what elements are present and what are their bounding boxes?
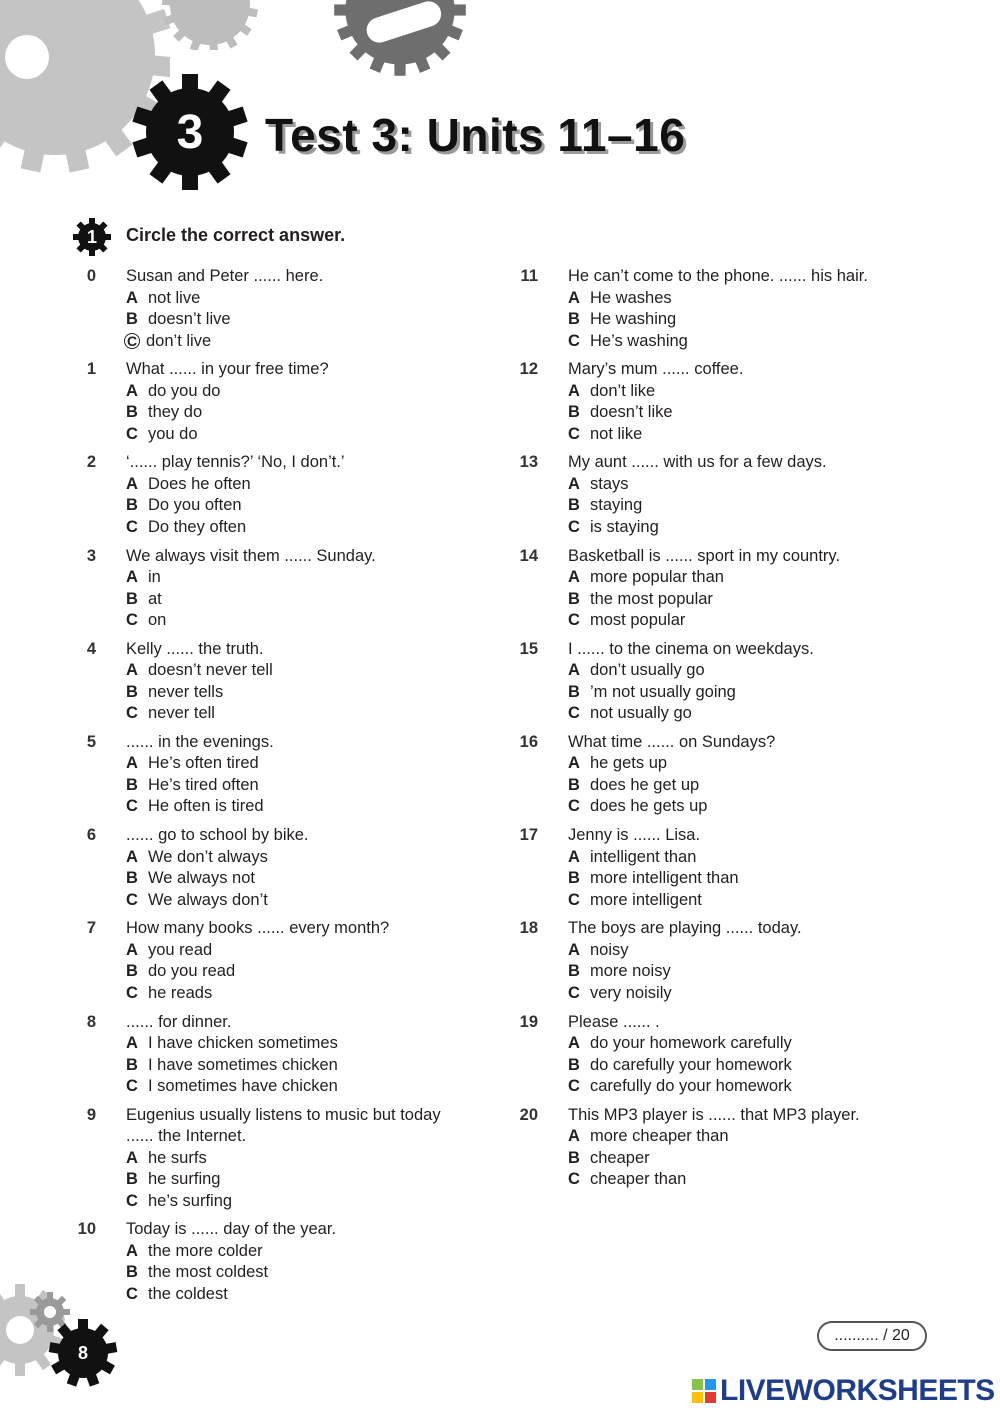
answer-option-b[interactable] (126, 589, 490, 611)
question-text: ...... go to school by bike. (126, 826, 309, 845)
option-letter: C (568, 1170, 580, 1189)
question-number: 16 (519, 732, 538, 751)
unit-number: 3 (176, 105, 204, 159)
page-title: Test 3: Units 11–16 (265, 109, 686, 161)
question-text: Today is ...... day of the year. (126, 1220, 337, 1239)
question-text: ...... for dinner. (126, 1012, 232, 1031)
option-letter: C (568, 611, 580, 630)
question-number: 15 (519, 639, 538, 658)
question-item (512, 266, 932, 352)
option-text: staying (590, 496, 643, 515)
answer-option-c[interactable] (568, 610, 932, 632)
answer-option-c[interactable] (126, 983, 490, 1005)
option-letter: B (568, 310, 580, 328)
answer-option-c[interactable] (126, 1076, 490, 1098)
option-letter: C (126, 611, 138, 630)
question-number: 4 (86, 639, 96, 658)
answer-option-b[interactable] (568, 402, 932, 424)
answer-option-c[interactable] (126, 703, 490, 725)
answer-option-c[interactable] (126, 1191, 490, 1213)
option-text: is staying (590, 517, 659, 536)
answer-option-b[interactable] (568, 961, 932, 983)
option-text: more popular than (590, 568, 724, 587)
option-letter: A (568, 1127, 580, 1146)
option-letter: C (568, 797, 580, 816)
answer-option-b[interactable] (126, 961, 490, 983)
option-text: you do (148, 424, 198, 443)
option-text: does he get up (590, 775, 700, 794)
option-text: on (148, 611, 167, 630)
option-text: He’s often tired (148, 754, 259, 773)
question-item (512, 825, 932, 911)
question-number: 11 (520, 267, 538, 285)
answer-option-a[interactable] (568, 753, 932, 775)
question-item (70, 918, 490, 1004)
question-number: 0 (86, 267, 96, 285)
answer-option-c[interactable] (126, 517, 490, 539)
answer-option-c[interactable] (568, 796, 932, 818)
option-letter: B (568, 775, 580, 794)
option-letter: A (568, 940, 580, 959)
option-text: he gets up (590, 754, 668, 773)
question-text: This MP3 player is ...... that MP3 player. (568, 1105, 860, 1124)
option-text: He washing (590, 310, 677, 328)
option-letter: A (568, 568, 580, 587)
option-text: not like (590, 424, 643, 443)
answer-option-c[interactable] (126, 796, 490, 818)
option-text: you read (148, 940, 213, 959)
answer-option-b[interactable] (568, 682, 932, 704)
answer-option-a[interactable] (568, 940, 932, 962)
option-text: doesn’t like (590, 403, 673, 422)
option-letter: A (568, 1034, 580, 1052)
option-text: ’m not usually going (590, 682, 736, 701)
option-letter: B (126, 1170, 138, 1189)
question-text: What time ...... on Sundays? (568, 732, 776, 751)
option-letter: A (126, 847, 138, 866)
question-item (512, 639, 932, 725)
question-number: 18 (519, 919, 538, 938)
question-item (70, 1105, 490, 1213)
answer-option-a[interactable] (568, 1033, 932, 1055)
option-letter: B (126, 496, 138, 515)
option-letter: C (126, 1077, 138, 1095)
question-text: Jenny is ...... Lisa. (568, 826, 701, 845)
option-letter: C (568, 331, 580, 350)
answer-option-a[interactable] (568, 474, 932, 496)
liveworksheets-logo-icon (692, 1379, 716, 1403)
option-letter: C (126, 424, 138, 443)
answer-option-b[interactable] (126, 775, 490, 797)
option-text: stays (590, 474, 629, 493)
question-item (70, 452, 490, 538)
question-text-continued: ...... the Internet. (126, 1127, 247, 1146)
option-text: intelligent than (590, 847, 697, 866)
section-number: 1 (86, 226, 97, 247)
option-letter: A (126, 288, 138, 307)
answer-option-b[interactable] (568, 309, 932, 331)
option-letter: C (568, 1077, 580, 1095)
option-text: he surfs (148, 1148, 207, 1167)
question-item (70, 825, 490, 911)
brand-text: LIVEWORKSHEETS (720, 1374, 995, 1407)
option-text: never tells (148, 682, 224, 701)
option-text: more cheaper than (590, 1127, 729, 1146)
question-number: 5 (86, 732, 96, 751)
option-text: Does he often (148, 474, 251, 493)
answer-option-c[interactable] (568, 983, 932, 1005)
option-letter: B (568, 1148, 580, 1167)
option-letter: A (126, 568, 138, 587)
option-letter: A (568, 754, 580, 773)
question-number: 12 (519, 360, 538, 379)
question-number: 3 (86, 546, 96, 565)
option-text: he’s surfing (148, 1191, 233, 1210)
answer-option-c[interactable] (568, 517, 932, 539)
question-item (512, 918, 932, 1004)
option-letter: B (568, 869, 580, 888)
option-letter: C (126, 1191, 138, 1210)
question-number: 17 (519, 826, 538, 845)
answer-option-c[interactable] (126, 610, 490, 632)
option-text: most popular (590, 611, 686, 630)
answer-option-b[interactable] (126, 868, 490, 890)
option-text: noisy (590, 940, 629, 959)
option-text: I have sometimes chicken (148, 1055, 338, 1074)
option-text: He’s washing (590, 331, 688, 350)
option-letter: B (126, 962, 138, 981)
answer-option-a[interactable] (568, 1126, 932, 1148)
circled-option-letter: C (124, 333, 140, 349)
question-item (70, 1012, 490, 1098)
answer-option-b[interactable] (126, 1169, 490, 1191)
option-letter: C (126, 704, 138, 723)
question-text: I ...... to the cinema on weekdays. (568, 639, 814, 658)
question-item (512, 1012, 932, 1098)
answer-option-c[interactable] (568, 1076, 932, 1098)
option-text: carefully do your homework (590, 1077, 792, 1095)
option-letter: C (126, 1284, 138, 1303)
background-gear-icon (110, 0, 310, 50)
option-letter: A (126, 474, 138, 493)
answer-option-b[interactable] (126, 309, 490, 331)
option-text: never tell (148, 704, 215, 723)
option-letter: B (568, 589, 580, 608)
option-text: don’t live (146, 331, 212, 350)
option-letter: A (126, 1148, 138, 1167)
answer-option-b[interactable] (568, 1055, 932, 1077)
option-letter: A (126, 381, 138, 400)
question-item (70, 266, 490, 352)
answer-option-c[interactable] (568, 1169, 932, 1191)
question-number: 14 (519, 546, 538, 565)
option-letter: C (126, 983, 138, 1002)
answer-option-c[interactable] (568, 890, 932, 912)
question-text: The boys are playing ...... today. (568, 919, 802, 938)
question-text: He can’t come to the phone. ...... his hair. (568, 267, 868, 285)
option-text: do carefully your homework (590, 1055, 792, 1074)
option-text: doesn’t never tell (148, 661, 273, 680)
option-text: the coldest (148, 1284, 228, 1303)
option-letter: B (126, 869, 138, 888)
option-text: I have chicken sometimes (148, 1034, 338, 1052)
answer-option-b[interactable] (568, 495, 932, 517)
option-letter: B (568, 1055, 580, 1074)
option-letter: C (568, 704, 580, 723)
question-text: Mary’s mum ...... coffee. (568, 360, 744, 379)
question-item (512, 732, 932, 818)
answer-option-b[interactable] (568, 775, 932, 797)
option-letter: A (568, 474, 580, 493)
option-text: Do you often (148, 496, 242, 515)
option-text: do you read (148, 962, 236, 981)
brand-logo (692, 1373, 995, 1409)
question-text: Please ...... . (568, 1012, 660, 1031)
question-number: 20 (519, 1105, 538, 1124)
option-text: not usually go (590, 704, 692, 723)
option-letter: B (126, 310, 138, 328)
question-text: ‘...... play tennis?’ ‘No, I don’t.’ (126, 453, 345, 472)
option-letter: B (568, 962, 580, 981)
option-letter: B (126, 403, 138, 422)
question-item (70, 359, 490, 445)
option-text: Do they often (148, 517, 247, 536)
option-text: He’s tired often (148, 775, 259, 794)
answer-option-b[interactable] (126, 682, 490, 704)
option-letter: C (568, 424, 580, 443)
answer-option-c[interactable] (126, 424, 490, 446)
option-letter: B (126, 1055, 138, 1074)
answer-option-c[interactable] (568, 703, 932, 725)
option-text: We don’t always (148, 847, 268, 866)
option-text: I sometimes have chicken (148, 1077, 338, 1095)
question-number: 1 (86, 360, 96, 379)
option-text: He washes (590, 288, 672, 307)
answer-option-a[interactable] (568, 660, 932, 682)
answer-option-a[interactable] (126, 1033, 490, 1055)
option-text: cheaper than (590, 1170, 687, 1189)
question-number: 2 (86, 453, 96, 472)
option-letter: A (126, 1034, 138, 1052)
option-letter: C (568, 890, 580, 909)
question-item (512, 452, 932, 538)
answer-option-a[interactable] (126, 1241, 490, 1263)
question-number: 7 (86, 919, 96, 938)
option-text: he reads (148, 983, 213, 1002)
option-text: does he gets up (590, 797, 708, 816)
option-letter: A (126, 754, 138, 773)
answer-option-b[interactable] (126, 402, 490, 424)
question-text: My aunt ...... with us for a few days. (568, 453, 827, 472)
answer-option-a[interactable] (126, 288, 490, 310)
answer-option-a[interactable] (568, 847, 932, 869)
answer-option-a[interactable] (568, 381, 932, 403)
option-text: don’t usually go (590, 661, 705, 680)
answer-option-a[interactable] (126, 940, 490, 962)
option-text: the most popular (590, 589, 713, 608)
answer-option-a[interactable] (126, 567, 490, 589)
option-letter: A (568, 288, 580, 307)
question-item (70, 639, 490, 725)
answer-option-a[interactable] (126, 474, 490, 496)
option-text: more intelligent (590, 890, 702, 909)
option-letter: A (568, 661, 580, 680)
option-text: more noisy (590, 962, 671, 981)
option-text: don’t like (590, 381, 656, 400)
question-text: What ...... in your free time? (126, 360, 329, 379)
answer-option-c[interactable] (126, 890, 490, 912)
score-box: .......... / 20 (817, 1321, 927, 1351)
option-letter: A (126, 661, 138, 680)
answer-option-a[interactable] (568, 567, 932, 589)
option-letter: C (126, 517, 138, 536)
option-text: the most coldest (148, 1263, 269, 1282)
option-letter: B (126, 682, 138, 701)
question-number: 6 (86, 826, 96, 845)
question-text: Basketball is ...... sport in my country. (568, 546, 841, 565)
question-item (512, 1105, 932, 1191)
question-text: Susan and Peter ...... here. (126, 267, 324, 285)
option-text: cheaper (590, 1148, 650, 1167)
answer-option-b[interactable] (126, 1262, 490, 1284)
instruction-text: Circle the correct answer. (126, 225, 346, 245)
option-text: We always not (148, 869, 255, 888)
question-text: We always visit them ...... Sunday. (126, 546, 376, 565)
answer-option-c[interactable] (568, 424, 932, 446)
page-number: 8 (77, 1342, 88, 1363)
answer-option-a[interactable] (126, 1148, 490, 1170)
option-text: they do (148, 403, 203, 422)
option-text: the more colder (148, 1241, 263, 1260)
option-text: do your homework carefully (590, 1034, 792, 1052)
question-text: How many books ...... every month? (126, 919, 390, 938)
option-letter: B (126, 775, 138, 794)
question-item (70, 732, 490, 818)
answer-option-a[interactable] (126, 660, 490, 682)
question-item (70, 546, 490, 632)
answer-option-b[interactable] (126, 1055, 490, 1077)
answer-option-b[interactable] (126, 495, 490, 517)
answer-option-b[interactable] (568, 1148, 932, 1170)
question-text: ...... in the evenings. (126, 732, 274, 751)
question-item (70, 1219, 490, 1305)
question-item (512, 546, 932, 632)
answer-option-a[interactable] (126, 753, 490, 775)
option-letter: A (568, 381, 580, 400)
option-letter: C (568, 983, 580, 1002)
option-letter: C (126, 797, 138, 816)
answer-option-b[interactable] (568, 589, 932, 611)
answer-option-c[interactable] (568, 331, 932, 353)
option-letter: A (126, 940, 138, 959)
question-item (512, 359, 932, 445)
option-text: We always don’t (148, 890, 268, 909)
option-text: He often is tired (148, 797, 264, 816)
option-text: not live (148, 288, 201, 307)
option-text: in (148, 568, 161, 587)
option-letter: B (126, 589, 138, 608)
answer-option-c[interactable] (126, 1284, 490, 1306)
option-letter: B (568, 496, 580, 515)
answer-option-c[interactable] (126, 331, 490, 353)
questions-right-column (512, 266, 932, 1198)
question-number: 9 (86, 1105, 96, 1124)
option-text: he surfing (148, 1170, 221, 1189)
answer-option-a[interactable] (568, 288, 932, 310)
question-number: 8 (86, 1012, 96, 1031)
option-letter: C (126, 890, 138, 909)
answer-option-a[interactable] (126, 847, 490, 869)
option-letter: B (568, 403, 580, 422)
background-gear-icon (300, 0, 500, 80)
answer-option-a[interactable] (126, 381, 490, 403)
question-text: Eugenius usually listens to music but today (126, 1105, 441, 1124)
option-text: very noisily (590, 983, 672, 1002)
option-text: at (148, 589, 162, 608)
option-text: more intelligent than (590, 869, 739, 888)
option-text: doesn’t live (148, 310, 231, 328)
option-text: do you do (148, 381, 221, 400)
option-letter: C (568, 517, 580, 536)
option-letter: A (568, 847, 580, 866)
answer-option-b[interactable] (568, 868, 932, 890)
question-number: 13 (519, 453, 538, 472)
option-letter: B (568, 682, 580, 701)
option-letter: B (126, 1263, 138, 1282)
option-letter: A (126, 1241, 138, 1260)
question-number: 10 (77, 1220, 96, 1239)
question-number: 19 (519, 1012, 538, 1031)
questions-left-column (70, 266, 490, 1313)
question-text: Kelly ...... the truth. (126, 639, 264, 658)
